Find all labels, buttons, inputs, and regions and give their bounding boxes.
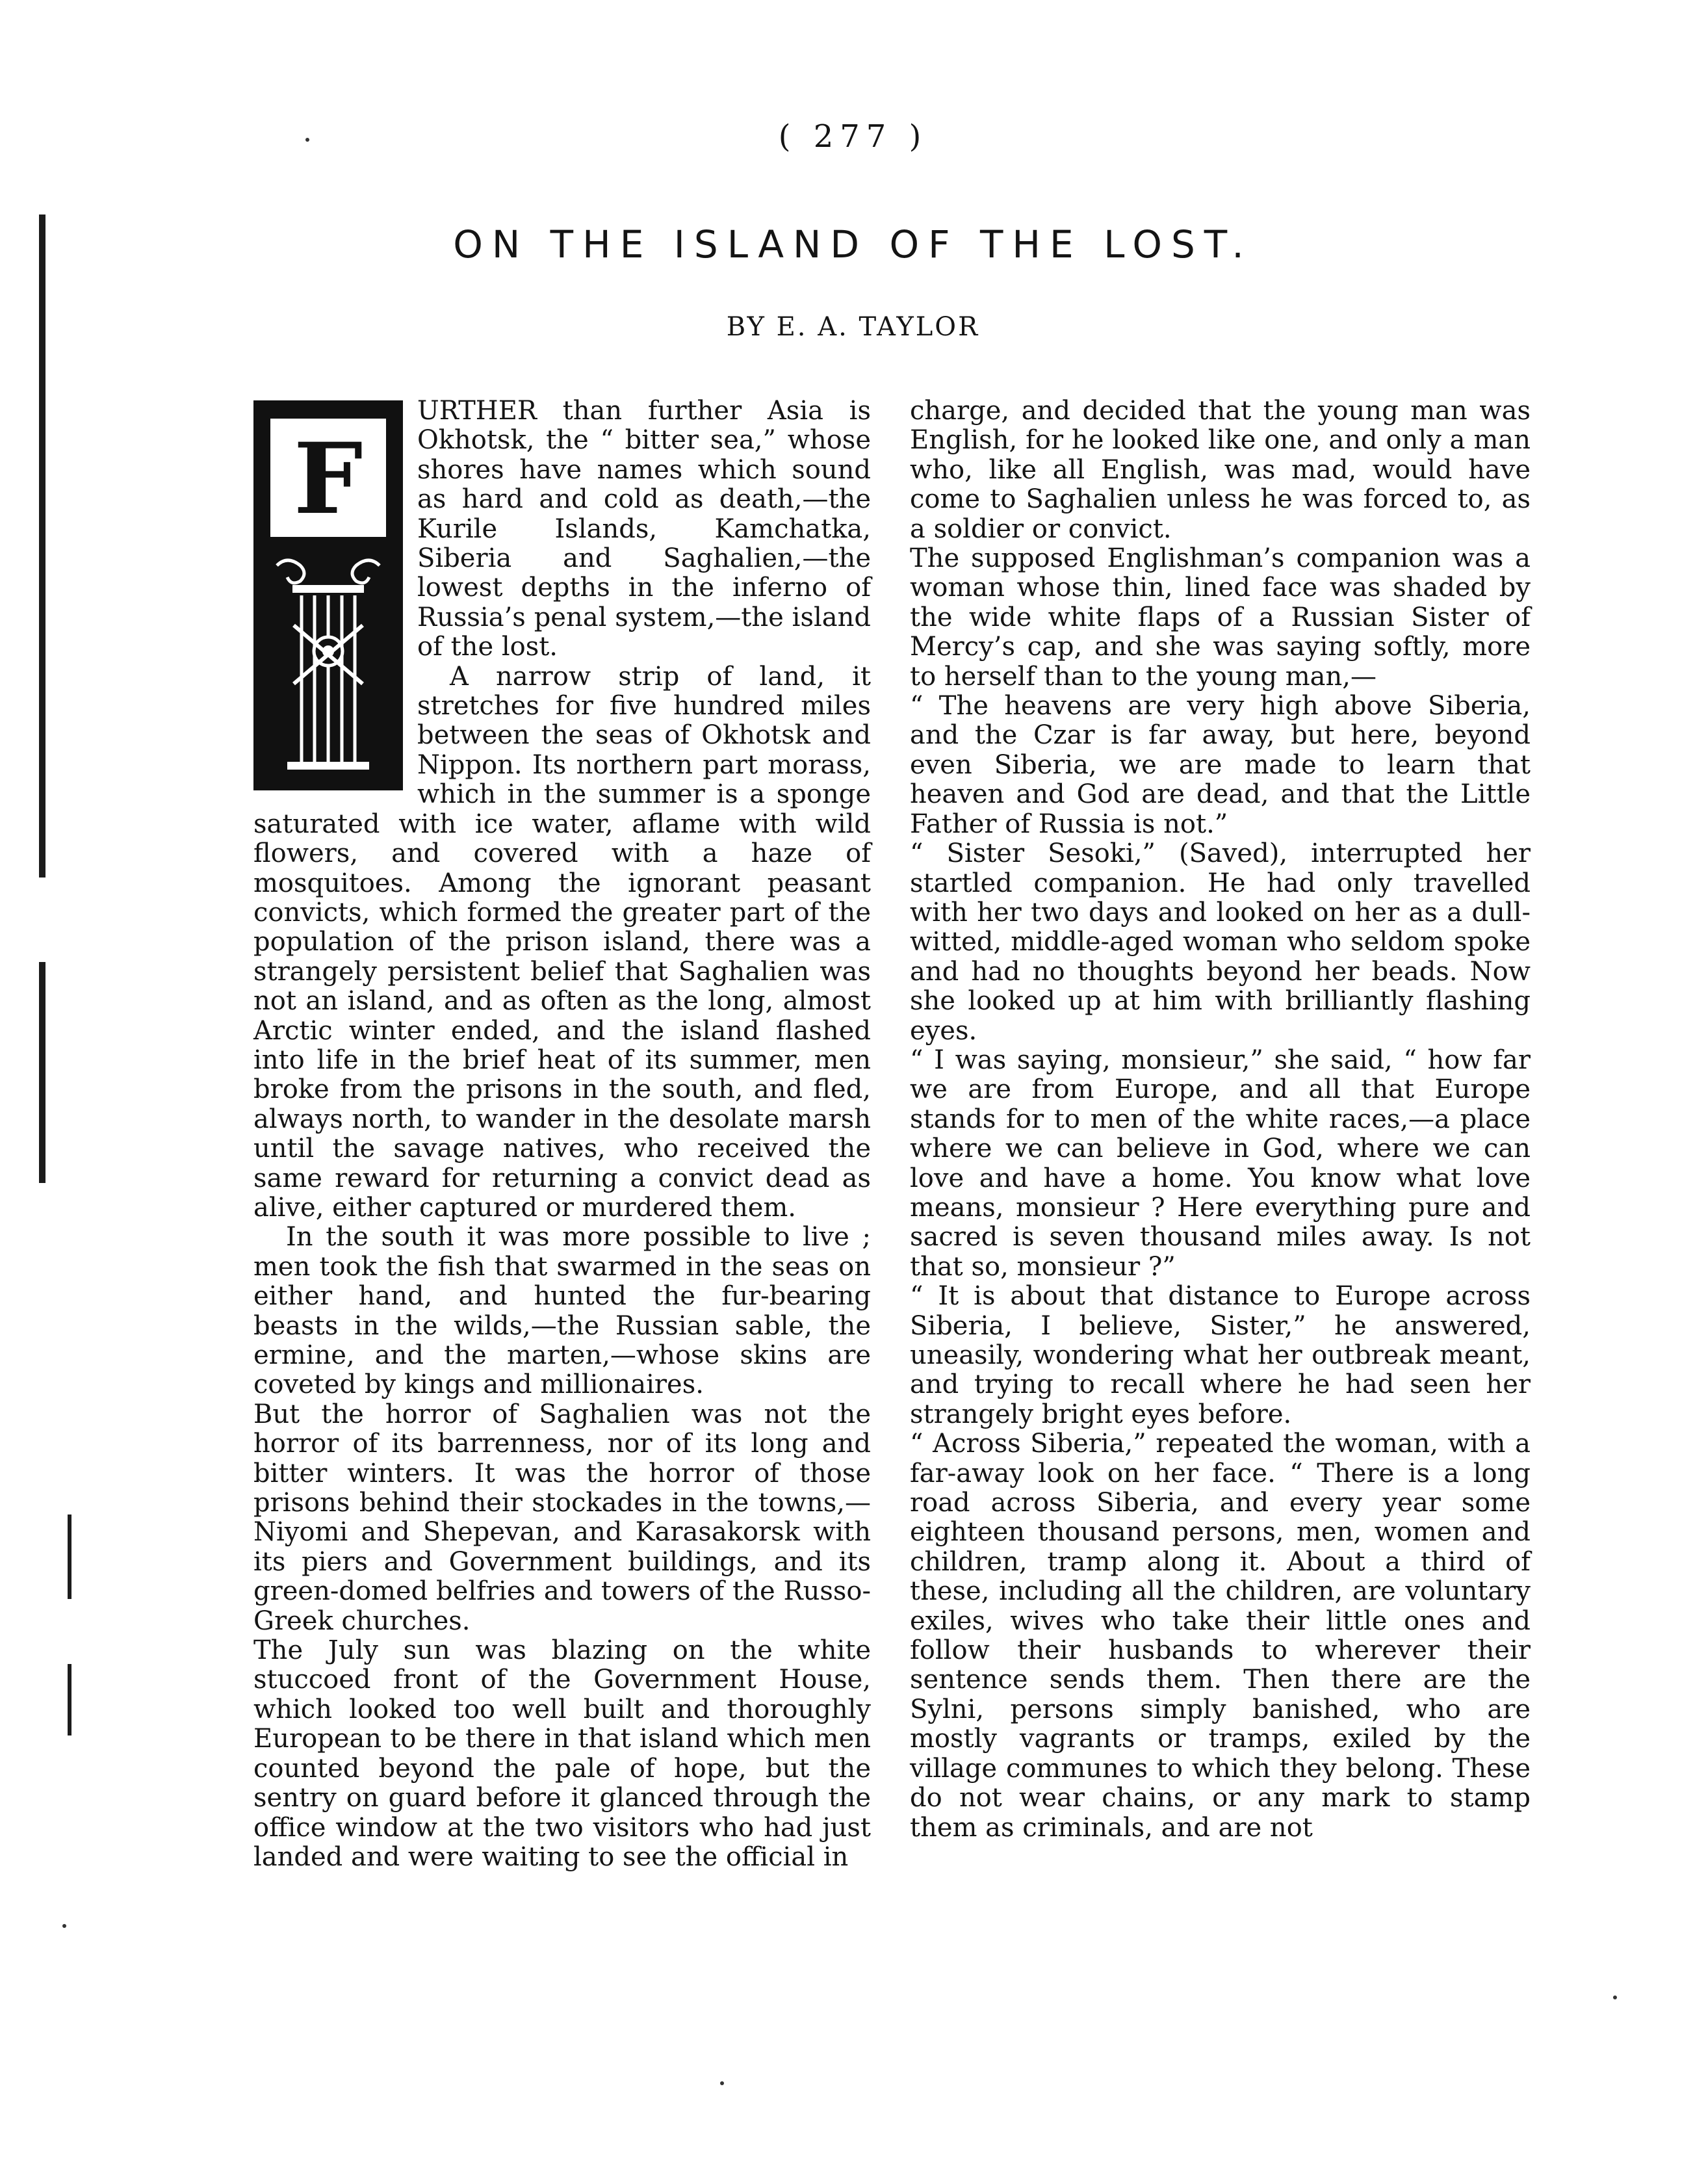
paragraph: “ The heavens are very high above Siberia, and the Czar is far away, but here, beyond even Siberia, we are made to learn that heaven and God are dead, and that the Little Father of Russia is not.” (910, 691, 1531, 839)
article-title: ON THE ISLAND OF THE LOST. (453, 222, 1253, 266)
page-number: ( 277 ) (778, 118, 928, 155)
paragraph: The July sun was blazing on the white stuccoed front of the Government House, which looked too well built and thoroughly European to be there in that island which men counted beyond the pale of hope, but the sentry on guard before it glanced through the office window at the two visitors who had just landed and were waiting to see the official in (253, 1635, 871, 1872)
drop-cap (253, 400, 403, 790)
paragraph: In the south it was more possible to live ; men took the fish that swarmed in the seas on either hand, and hunted the fur-bearing beasts in the wilds,—the Russian sable, the ermine, and the marten,—whose skins are coveted by kings and millionaires. (253, 1222, 871, 1400)
paragraph: “ Across Siberia,” repeated the woman, with a far-away look on her face. “ There is a long road across Siberia, and every year some eighteen thousand persons, men, women and children, tramp along it. About a third of these, including all the children, are voluntary exiles, wives who take their little ones and follow their husbands to wherever their sentence sends them. Then there are the Sylni, persons simply banished, who are mostly vagrants or tramps, exiled by the village communes to which they belong. These do not wear chains, or any mark to stamp them as criminals, and are not (910, 1429, 1531, 1843)
paragraph: “ It is about that distance to Europe across Siberia, I believe, Sister,” he answered, uneasily, wondering what her outbreak meant, and trying to recall where he had seen her strangely bright eyes before. (910, 1281, 1531, 1429)
drop-cap-letter: F (268, 416, 389, 540)
speck (62, 1924, 66, 1928)
paragraph: But the horror of Saghalien was not the horror of its barrenness, nor of its long and bitter winters. It was the horror of those prisons behind their stockades in the towns,—Niyomi and Shepevan, and Karasakorsk with its piers and Government buildings, and its green-domed belfries and towers of the Russo-Greek churches. (253, 1399, 871, 1636)
paragraph: “ I was saying, monsieur,” she said, “ how far we are from Europe, and all that Europe stands for to men of the white races,—a place where we can believe in God, where we can love and have a home. You know what love means, monsieur ? Here everything pure and sacred is seven thousand miles away. Is not that so, monsieur ?” (910, 1045, 1531, 1282)
left-column (253, 396, 871, 1872)
binding-rule (68, 1664, 71, 1736)
paragraph: URTHER than further Asia is Okhotsk, the “ bitter sea,” whose shores have names which sound as hard and cold as death,—the Kurile Islands, Kamchatka, Siberia and Saghalien,—the lowest depths in the inferno of Russia’s penal system,—the island of the lost. (417, 396, 871, 662)
paragraph: charge, and decided that the young man was English, for he looked like one, and only a man who, like all English, was mad, would have come to Saghalien unless he was forced to, as a soldier or convict. (910, 396, 1531, 544)
paragraph: The supposed Englishman’s companion was a woman whose thin, lined face was shaded by the wide white flaps of a Russian Sister of Mercy’s cap, and she was saying softly, more to herself than to the young man,— (910, 543, 1531, 692)
binding-rule (68, 1514, 71, 1599)
speck (1613, 1996, 1617, 1999)
binding-rule (39, 962, 45, 1183)
speck (720, 2081, 724, 2085)
column-ornament-icon (268, 554, 389, 775)
paragraph: “ Sister Sesoki,” (Saved), interrupted her startled companion. He had only travelled with her two days and looked on her as a dull-witted, middle-aged woman who seldom spoke and had no thoughts beyond her beads. Now she looked up at him with brilliantly flashing eyes. (910, 838, 1531, 1046)
byline: BY E. A. TAYLOR (726, 312, 980, 342)
paragraph: A narrow strip of land, it stretches for five hundred miles between the seas of Okhotsk and Nippon. Its northern part morass, which in the summer is a sponge saturated with ice water, aflame with wild flowers, and covered with a haze of mosquitoes. Among the ignorant peasant convicts, which formed the greater part of the population of the prison island, there was a strangely persistent belief that Saghalien was not an island, and as often as the long, almost Arctic winter ended, and the island flashed into life in the brief heat of its summer, men broke from the prisons in the south, and fled, always north, to wander in the desolate marsh until the savage natives, who received the same reward for returning a convict dead as alive, either captured or murdered them. (253, 661, 871, 1223)
right-column (910, 396, 1531, 1843)
